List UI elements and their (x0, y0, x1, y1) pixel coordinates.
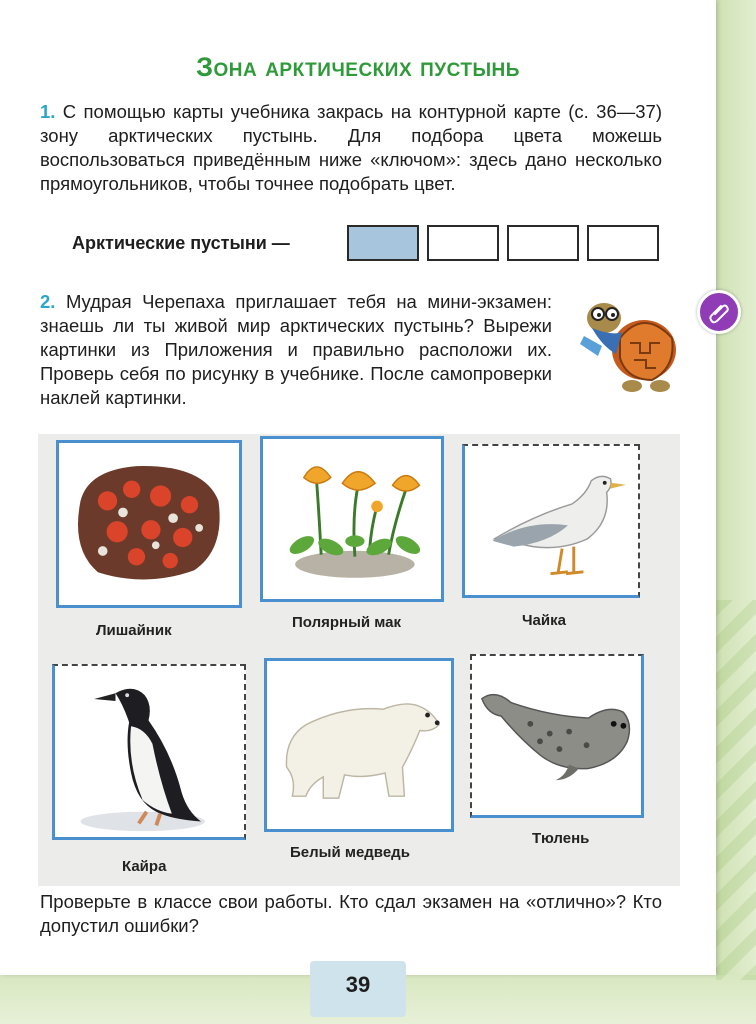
task-1-text (40, 100, 662, 196)
poppy-icon (263, 439, 441, 599)
guillemot-icon (55, 666, 244, 837)
color-key-box-empty[interactable] (587, 225, 659, 261)
polar-bear-icon (267, 661, 451, 829)
leaf-decoration (716, 600, 756, 980)
card-lichen (56, 440, 242, 608)
gull-icon (465, 446, 638, 595)
caption-seal: Тюлень (532, 830, 590, 847)
color-key-box-empty[interactable] (427, 225, 499, 261)
color-key-row (72, 224, 672, 262)
page-title: Зона арктических пустынь (196, 52, 520, 82)
task-1-body: С помощью карты учебника закрась на контурной карте (с. 36—37) зону арктических пустынь. Для подбора цвета можешь воспользоваться приведённым ниже «ключом»: здесь дано несколько прямоугольников, чтобы точнее подобрать цвет. (40, 101, 662, 194)
card-seal (470, 654, 644, 818)
card-gull (462, 444, 640, 598)
task-1-number: 1. (40, 101, 56, 122)
bottom-question-text: Проверьте в классе свои работы. Кто сдал экзамен на «отлично»? Кто допустил ошибки? (40, 891, 662, 936)
task-2-body: Мудрая Черепаха приглашает тебя на мини-экзамен: знаешь ли ты живой мир арктических пустынь? Вырежи картинки из Приложения и правильно расположи их. Проверь себя по рисунку в учебнике. После самопроверки наклей картинки. (40, 291, 552, 408)
page-number: 39 (345, 972, 371, 997)
card-polar-bear (264, 658, 454, 832)
color-key-label: Арктические пустыни — (72, 233, 290, 253)
lichen-icon (59, 443, 239, 605)
task-2-number: 2. (40, 291, 56, 312)
color-key-box-empty[interactable] (507, 225, 579, 261)
card-guillemot (52, 664, 246, 840)
caption-lichen: Лишайник (96, 622, 172, 639)
paperclip-icon (697, 290, 741, 334)
color-key-box-filled (347, 225, 419, 261)
picture-cards-photo (38, 434, 680, 886)
caption-poppy: Полярный мак (292, 614, 402, 631)
caption-polar-bear: Белый медведь (290, 844, 410, 861)
wise-turtle-icon (572, 288, 682, 398)
caption-gull: Чайка (522, 612, 566, 629)
card-poppy (260, 436, 444, 602)
caption-guillemot: Кайра (122, 858, 167, 875)
task-2-text (40, 290, 552, 410)
seal-icon (472, 656, 641, 815)
